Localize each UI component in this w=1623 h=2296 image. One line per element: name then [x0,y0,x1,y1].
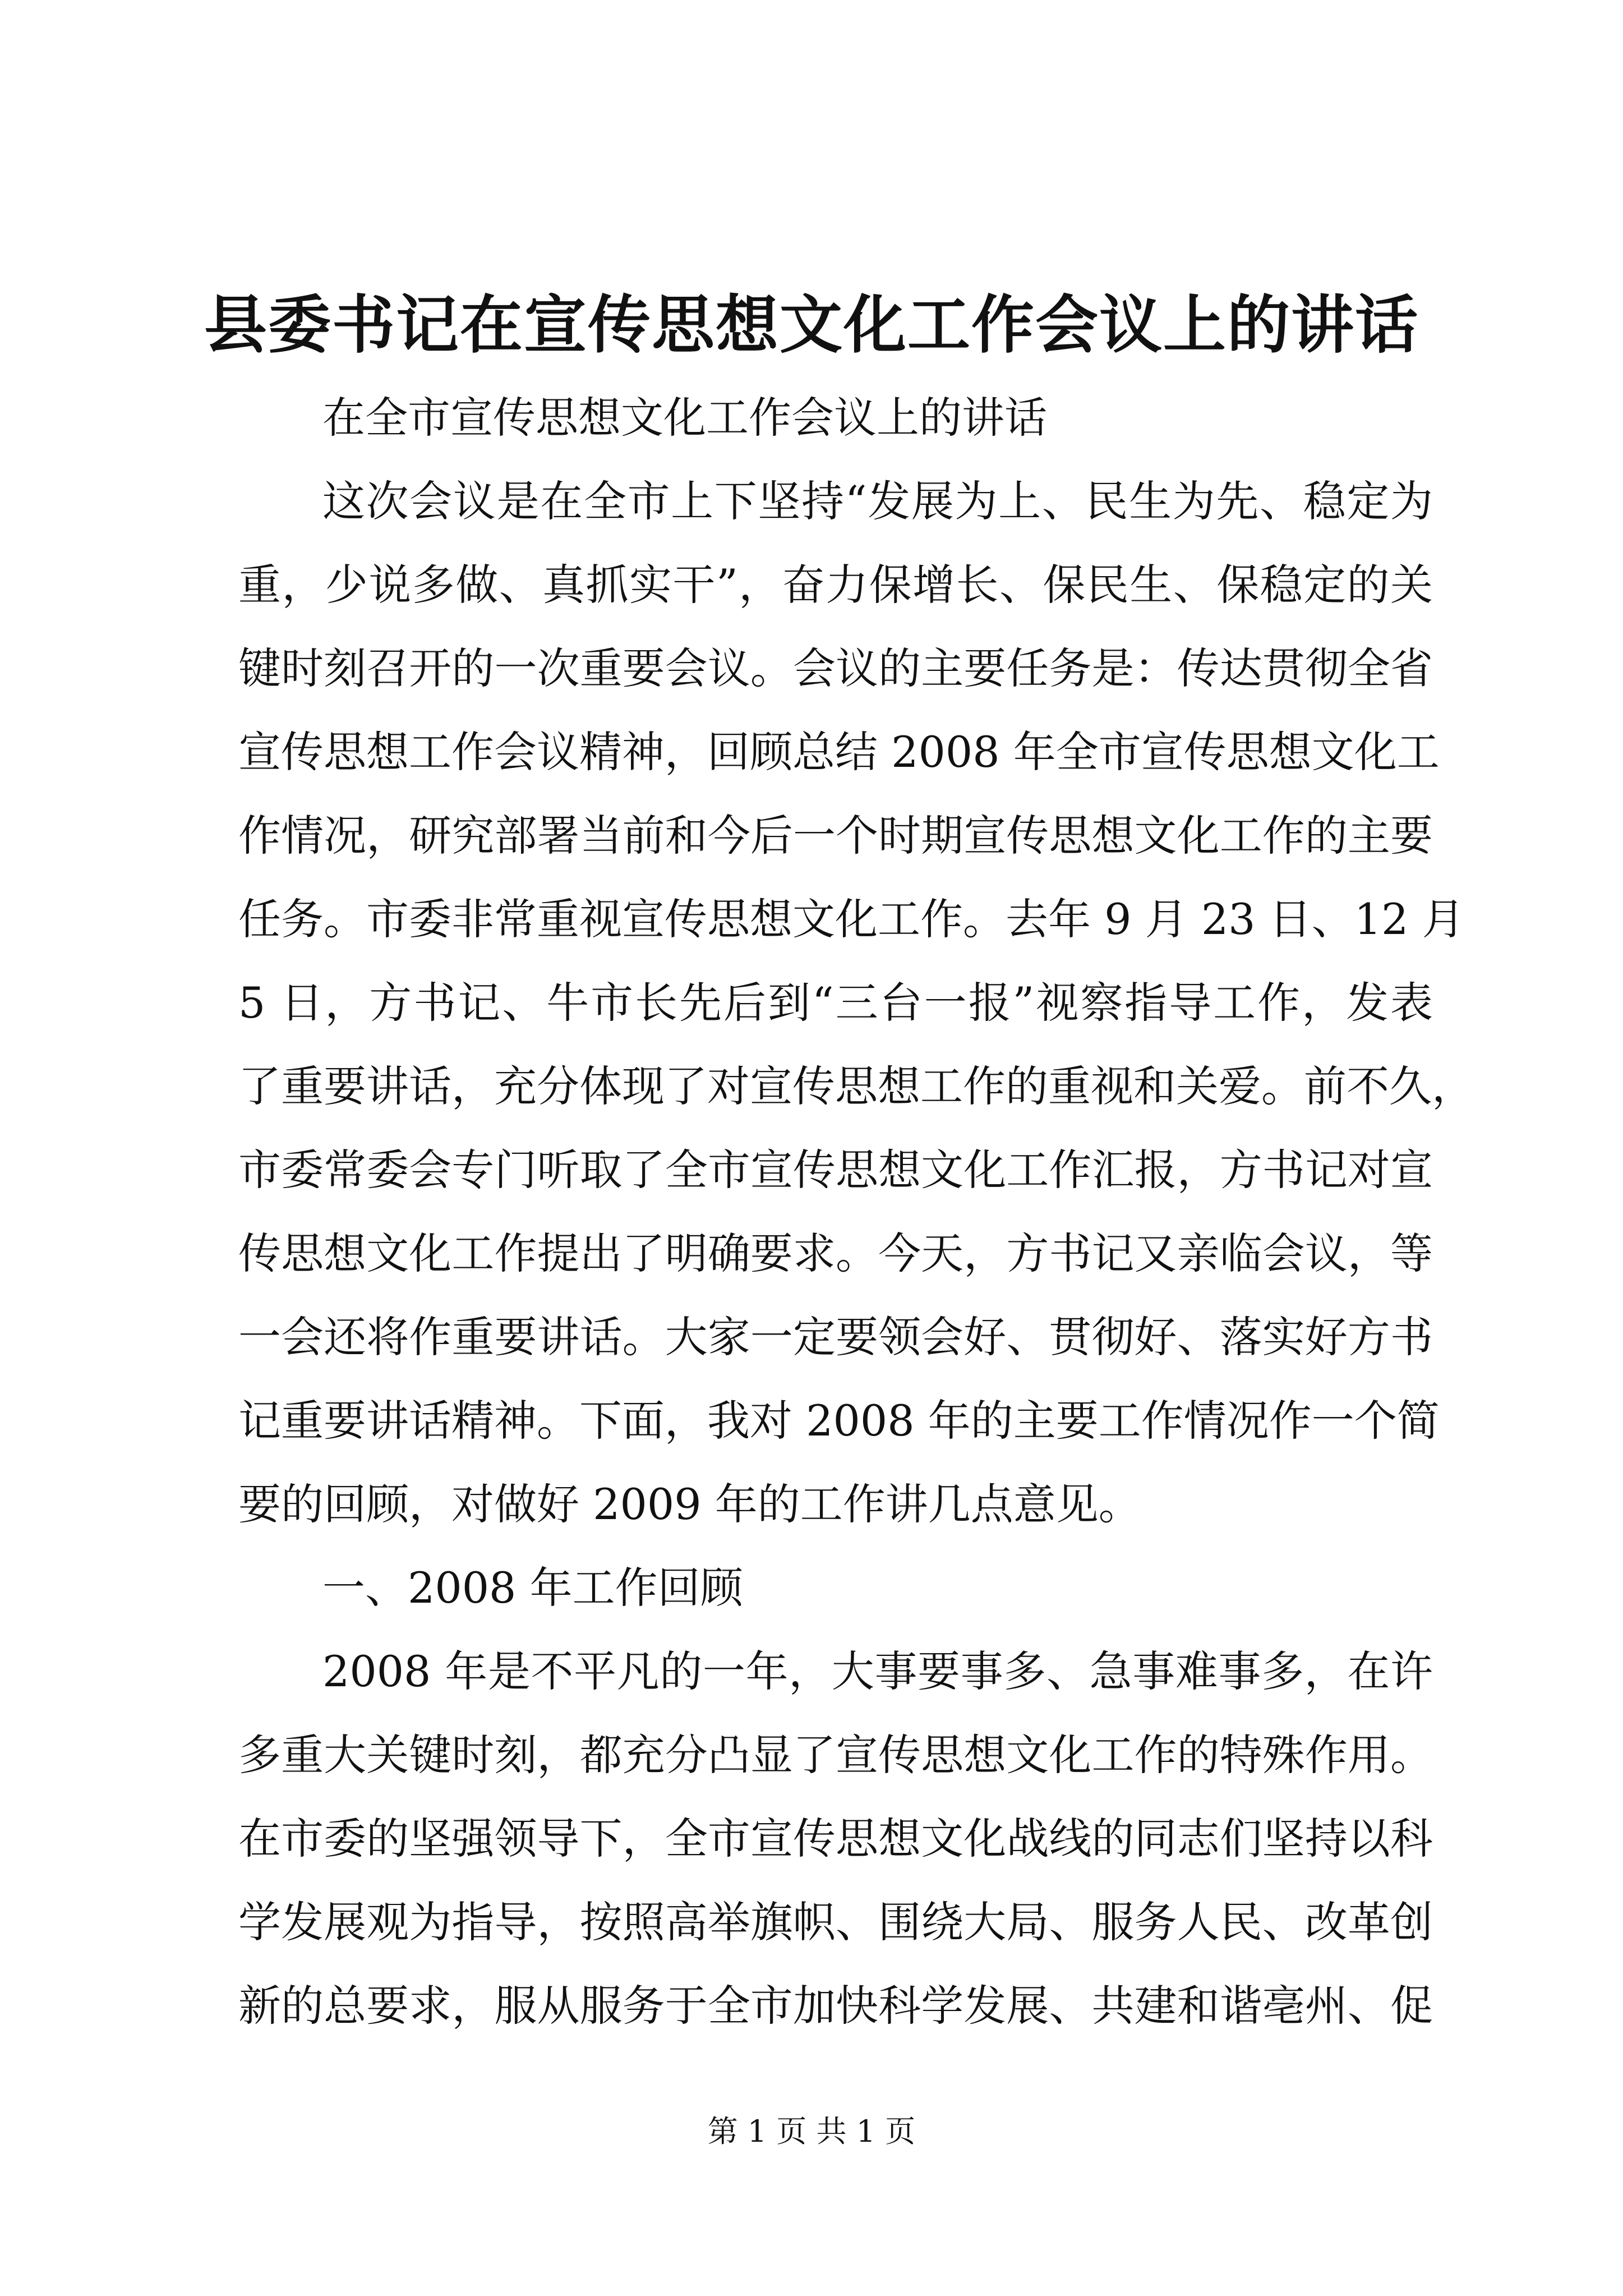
document-title: 县委书记在宣传思想文化工作会议上的讲话 [204,288,1419,362]
paragraph-line: 任务。市委非常重视宣传思想文化工作。去年 9 月 23 日、12 月 [238,894,1465,944]
paragraph-line: 传思想文化工作提出了明确要求。今天，方书记又亲临会议，等 [238,1228,1433,1278]
paragraph-line: 了重要讲话，充分体现了对宣传思想工作的重视和关爱。前不久， [238,1061,1474,1111]
paragraph-line: 多重大关键时刻，都充分凸显了宣传思想文化工作的特殊作用。 [238,1730,1433,1780]
paragraph-line: 一会还将作重要讲话。大家一定要领会好、贯彻好、落实好方书 [238,1312,1433,1362]
paragraph-line: 这次会议是在全市上下坚持“发展为上、民生为先、稳定为 [322,476,1433,526]
paragraph-line: 作情况，研究部署当前和今后一个时期宣传思想文化工作的主要 [238,811,1433,861]
paragraph-line: 要的回顾，对做好 2009 年的工作讲几点意见。 [238,1479,1141,1529]
paragraph-line: 学发展观为指导，按照高举旗帜、围绕大局、服务人民、改革创 [238,1897,1433,1947]
paragraph-line: 2008 年是不平凡的一年，大事要事多、急事难事多，在许 [322,1646,1433,1696]
document-body [238,376,1474,2047]
paragraph-line: 记重要讲话精神。下面，我对 2008 年的主要工作情况作一个简 [238,1396,1440,1446]
section-heading: 一、2008 年工作回顾 [322,1563,743,1613]
paragraph-line: 宣传思想工作会议精神，回顾总结 2008 年全市宣传思想文化工 [238,727,1440,777]
page-footer: 第 1 页 共 1 页 [707,2114,916,2149]
paragraph-line: 新的总要求，服从服务于全市加快科学发展、共建和谐亳州、促 [238,1981,1433,2031]
paragraph-line: 5 日，方书记、牛市长先后到“三台一报”视察指导工作，发表 [238,978,1433,1028]
paragraph-line: 重，少说多做、真抓实干”，奋力保增长、保民生、保稳定的关 [238,560,1433,610]
paragraph-line: 市委常委会专门听取了全市宣传思想文化工作汇报，方书记对宣 [238,1145,1433,1195]
paragraph-line: 在市委的坚强领导下，全市宣传思想文化战线的同志们坚持以科 [238,1814,1433,1864]
paragraph-line: 键时刻召开的一次重要会议。会议的主要任务是：传达贯彻全省 [238,643,1433,693]
subtitle-line: 在全市宣传思想文化工作会议上的讲话 [322,393,1047,443]
